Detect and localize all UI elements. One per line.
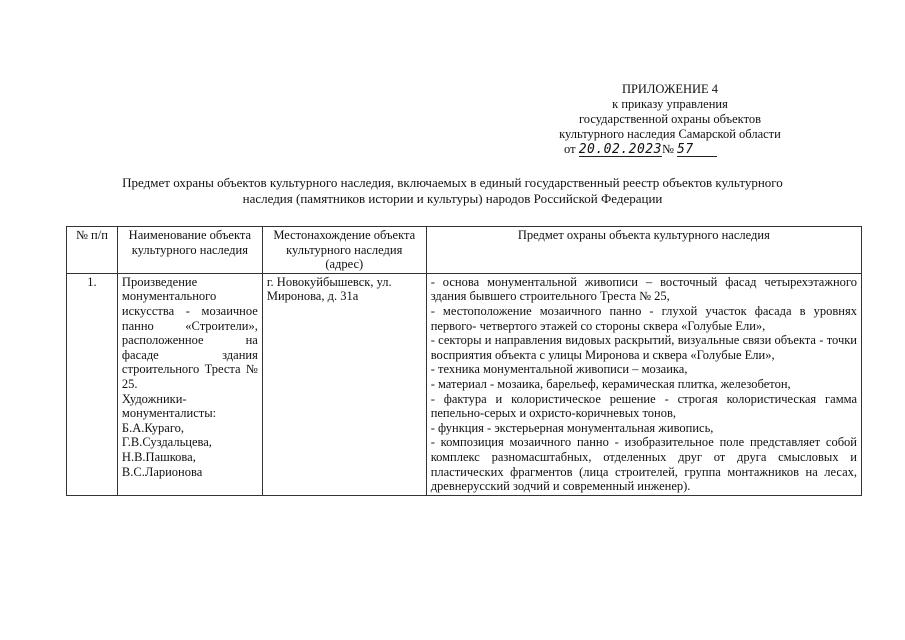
appendix-title: ПРИЛОЖЕНИЕ 4: [621, 82, 719, 96]
artist: Б.А.Кураго,: [121, 420, 185, 435]
document-title-line-2: наследия (памятников истории и культуры) народов Российской Федерации: [242, 191, 663, 206]
subject-item: - основа монументальной живописи – восточный фасад четырехэтажного здания бывшего строительного Треста № 25,: [430, 274, 857, 304]
row-name: Произведение монументального искусства - мозаичное панно «Строители», расположенное на фасаде здания строительного Треста № 25.: [121, 274, 258, 391]
artist: В.С.Ларионова: [121, 464, 203, 479]
from-prefix: от: [564, 142, 576, 156]
row-location: г. Новокуйбышевск, ул. Миронова, д. 31а: [262, 273, 426, 495]
table-row: [67, 273, 862, 495]
subject-item: - фактура и колористическое решение - строгая колористическая гамма пепельно-серых и охристо-коричневых тонов,: [430, 391, 857, 421]
handwritten-number: 57: [677, 143, 717, 157]
row-num: 1.: [67, 273, 118, 495]
header-location: Местонахождение объекта культурного наследия (адрес): [262, 227, 426, 274]
document-title: [40, 175, 865, 207]
header-subject: Предмет охраны объекта культурного наследия: [426, 227, 861, 274]
subject-item: - местоположение мозаичного панно - глухой участок фасада в уровнях первого- четвертого этажей со стороны сквера «Голубые Ели»,: [430, 303, 857, 333]
subject-item: - композиция мозаичного панно - изобразительное поле представляет собой комплекс разномасштабных, отделенных друг от друга смысловых и пластических фрагментов (лица строителей, группа монтажников на лесах, древнерусский зодчий и современный инженер).: [430, 435, 857, 494]
subject-item: - функция - экстерьерная монументальная живопись,: [430, 420, 714, 435]
row-subject-cell: [426, 273, 861, 495]
subject-item: - секторы и направления видовых раскрытий, визуальные связи объекта - точки восприятия объекта с улицы Миронова и сквера «Голубые Ели»,: [430, 333, 857, 362]
subject-item: - материал - мозаика, барельеф, керамическая плитка, железобетон,: [430, 376, 791, 391]
appendix-line-3: культурного наследия Самарской области: [559, 127, 781, 141]
artist: Н.В.Пашкова,: [121, 449, 196, 464]
document-title-line-1: Предмет охраны объектов культурного наследия, включаемых в единый государственный реестр объектов культурного: [122, 175, 783, 190]
header-num: № п/п: [67, 227, 118, 274]
heritage-table: [66, 226, 862, 496]
header-name: Наименование объекта культурного наследия: [117, 227, 262, 274]
appendix-line-2: государственной охраны объектов: [578, 112, 762, 126]
artists-label: Художники-монументалисты:: [121, 391, 217, 421]
handwritten-date: 20.02.2023: [578, 142, 662, 157]
number-prefix: №: [661, 142, 674, 156]
subject-item: - техника монументальной живописи – мозаика,: [430, 362, 688, 377]
row-name-cell: [117, 273, 262, 495]
appendix-line-1: к приказу управления: [612, 97, 728, 111]
appendix-block: [520, 82, 820, 157]
table-header-row: [67, 227, 862, 274]
artist: Г.В.Суздальцева,: [121, 435, 212, 450]
order-date-number: [520, 142, 820, 157]
